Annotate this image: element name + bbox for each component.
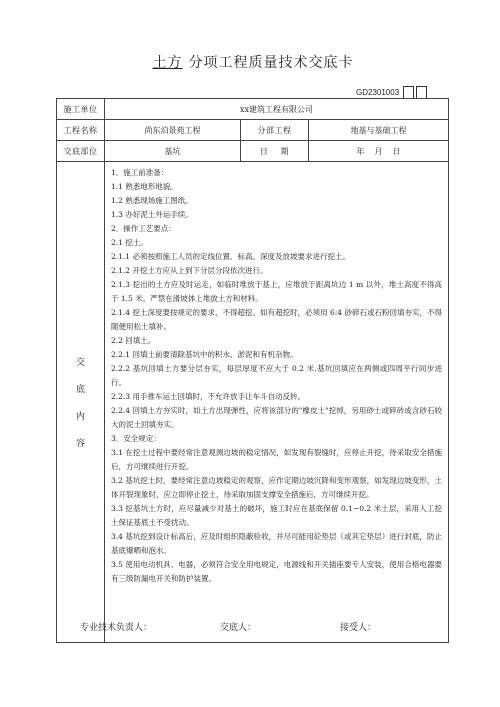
content-line: 2.2.2 基坑回填土方要分层夯实，每层厚度不应大于 0.2 米,基坑回填应在两侧或四周平行同步进行。 bbox=[111, 364, 443, 387]
side-char: 底 bbox=[75, 385, 85, 395]
construction-unit-value: xx建筑工程有限公司 bbox=[105, 99, 449, 120]
side-char: 容 bbox=[75, 439, 85, 449]
title-text: 分项工程质量技术交底卡 bbox=[188, 55, 354, 71]
side-char: 交 bbox=[75, 358, 85, 368]
row-construction-unit bbox=[57, 99, 449, 120]
sub-project-value: 地基与基础工程 bbox=[309, 120, 449, 141]
handover-part-label: 交底部位 bbox=[57, 141, 105, 162]
content-line: 2.1.1 必须按照施工人员的定线位置、标高、深度及放坡要求进行挖土。 bbox=[111, 252, 350, 261]
side-char: 内 bbox=[75, 412, 85, 422]
content-line: 3.4 基坑挖到设计标高后，应及时组织隐蔽验收，并尽可能用砼垫层（或其它垫层）进行封底，防止基底爆晒和泡水。 bbox=[111, 532, 443, 555]
content-line: 2.2.3 用手推车运土回填时，不允许放手让车斗自动反转。 bbox=[111, 392, 305, 401]
page-title bbox=[0, 52, 500, 72]
date-value: 年 月 日 bbox=[309, 141, 449, 162]
tech-lead-signature-label: 专业技术负责人： bbox=[80, 623, 153, 633]
row-project-name bbox=[57, 120, 449, 141]
title-project-type: 土方 bbox=[152, 55, 183, 71]
content-line: 3.2 基坑挖土时，要经常注意边坡稳定的观察，应作定期边坡沉降和变形观察，如发现边坡变形，土体开裂现象时，应立即停止挖土，待采取加固支撑安全措施后，方可继续开挖。 bbox=[111, 476, 443, 499]
content-line: 1.1 熟悉地形地貌。 bbox=[111, 182, 178, 191]
content-line: 2．操作工艺要点： bbox=[111, 224, 176, 233]
row-handover-content bbox=[57, 162, 449, 643]
content-line: 2.1 挖土。 bbox=[111, 238, 148, 247]
handover-by-signature-label: 交底人： bbox=[220, 623, 257, 633]
sub-project-label: 分部工程 bbox=[241, 120, 309, 141]
content-line: 3.1 在挖土过程中要经常注意观测边坡的稳定情况，如发现有裂缝时，应停止开挖，待采取安全措施后，方可继续进行开挖。 bbox=[111, 448, 443, 471]
content-line: 2.1.3 挖出的土方应及时运走，如临时堆放于基上，应堆放于距离坑边 1 m 以外，堆土高度不得高于 1.5 米。严禁在滑坡体上堆放土方和材料。 bbox=[111, 280, 443, 303]
content-line: 2.2.4 回填土方夯实时，如土方出现弹性，应将该部分的"橡皮土"挖掉，另用砂土或碎砖或含砂石较大的泥土回填夯实。 bbox=[111, 406, 443, 429]
content-line: 2.2.1 回填土前要清除基坑中的积水、淤泥和有机杂物。 bbox=[111, 350, 298, 359]
content-line: 1.2 熟悉现场施工图纸。 bbox=[111, 196, 193, 205]
content-line: 2.1.4 挖土深度要按规定的要求，不得超挖。如有超挖时，必须用 6:4 砂碎石或石粉回填夯实，不得随便用松土填补。 bbox=[111, 308, 443, 331]
document-code: GD2301003 bbox=[356, 88, 400, 97]
handover-form-table bbox=[56, 98, 449, 643]
content-line: 1.3 办好泥土外运手续。 bbox=[111, 210, 193, 219]
project-name-label: 工程名称 bbox=[57, 120, 105, 141]
content-line: 2.1.2 开挖土方应从上到下分层分段依次进行。 bbox=[111, 266, 268, 275]
content-line: 3.3 挖基坑土方时，应尽量减少对基土的破坏，施工时应在基底保留 0.1~0.2 米土层，采用人工挖土保证基底土不受扰动。 bbox=[111, 504, 443, 527]
receiver-signature-label: 接受人： bbox=[340, 623, 377, 633]
content-line: 1．施工前准备： bbox=[111, 168, 169, 177]
content-line: 2.2 回填土。 bbox=[111, 336, 156, 345]
row-handover-part bbox=[57, 141, 449, 162]
project-name-value: 尚东泊景苑工程 bbox=[105, 120, 241, 141]
construction-unit-label: 施工单位 bbox=[57, 99, 105, 120]
handover-content-label bbox=[57, 162, 105, 643]
date-label: 日 期 bbox=[241, 141, 309, 162]
handover-part-value: 基坑 bbox=[105, 141, 241, 162]
handover-content bbox=[105, 162, 449, 643]
content-line: 3．安全规定： bbox=[111, 434, 161, 443]
content-line: 3.5 使用电动机具、电器，必须符合安全用电规定，电源线和开关插座要专人安装，使用合格电器要有三级防漏电开关和防护装置。 bbox=[111, 560, 443, 583]
